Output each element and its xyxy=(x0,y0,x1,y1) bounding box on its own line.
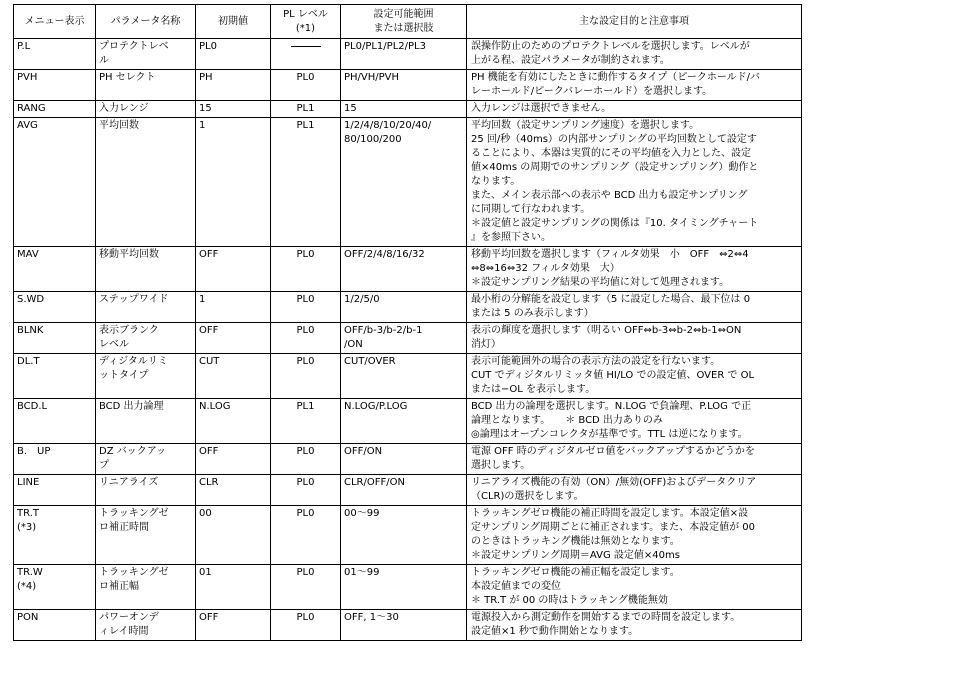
cell-line: トラッキングゼ xyxy=(99,508,169,519)
header-range-label: 設定可能範囲 xyxy=(373,8,434,20)
menu-cell xyxy=(14,292,96,323)
initial-value-cell: CUT xyxy=(196,354,271,399)
table-row xyxy=(14,565,802,610)
cell-line: P.L xyxy=(17,41,31,52)
cell-line: 01〜99 xyxy=(344,567,380,578)
range-cell xyxy=(341,70,467,101)
header-pl-level xyxy=(271,5,341,39)
pl-level-cell: PL0 xyxy=(271,610,341,641)
cell-line: なります。 xyxy=(471,176,521,187)
range-cell xyxy=(341,565,467,610)
param-name-cell xyxy=(96,39,196,70)
cell-line: /ON xyxy=(344,339,363,350)
table-row xyxy=(14,399,802,444)
range-cell xyxy=(341,39,467,70)
table-row xyxy=(14,475,802,506)
pl-level-cell: PL0 xyxy=(271,565,341,610)
header-menu: メニュー表示 xyxy=(14,5,96,39)
pl-level-cell: PL0 xyxy=(271,70,341,101)
menu-cell xyxy=(14,247,96,292)
table-row xyxy=(14,70,802,101)
cell-line: 最小桁の分解能を設定します（5 に設定した場合、最下位は 0 xyxy=(471,294,751,305)
cell-line: また、メイン表示部への表示や BCD 出力も設定サンプリング xyxy=(471,190,748,201)
cell-line: 移動平均回数 xyxy=(99,249,159,260)
header-range-sub: または選択肢 xyxy=(373,22,434,34)
purpose-cell xyxy=(467,565,802,610)
cell-line: ィレイ時間 xyxy=(99,626,149,637)
range-cell xyxy=(341,475,467,506)
range-cell xyxy=(341,101,467,118)
cell-line: 論理となります。 ＊ BCD 出力ありのみ xyxy=(471,415,663,426)
cell-line: リニアライズ xyxy=(99,477,159,488)
cell-line: CLR/OFF/ON xyxy=(344,477,405,488)
cell-line: 1/2/4/8/10/20/40/ xyxy=(344,120,432,131)
cell-line: 入力レンジ xyxy=(99,103,149,114)
range-cell xyxy=(341,118,467,247)
cell-line: ることにより、本器は実質的にその平均値を入力とした、設定 xyxy=(471,148,751,159)
range-cell xyxy=(341,506,467,565)
cell-line: 誤操作防止のためのプロテクトレベルを選択します。レベルが xyxy=(471,41,750,52)
cell-line: または−OL を表示します。 xyxy=(471,384,596,395)
cell-line: のときはトラッキング機能は無効となります。 xyxy=(471,536,680,547)
purpose-cell xyxy=(467,444,802,475)
pl-level-cell: PL0 xyxy=(271,506,341,565)
menu-cell xyxy=(14,610,96,641)
header-range xyxy=(341,5,467,39)
initial-value-cell: 1 xyxy=(196,118,271,247)
range-cell xyxy=(341,292,467,323)
cell-line: （CLR)の選択をします。 xyxy=(471,491,584,502)
param-name-cell xyxy=(96,101,196,118)
cell-line: 上がる程、設定パラメータが制約されます。 xyxy=(471,55,670,66)
menu-cell xyxy=(14,444,96,475)
param-name-cell xyxy=(96,354,196,399)
cell-line: OFF/ON xyxy=(344,446,383,457)
table-row xyxy=(14,118,802,247)
purpose-cell xyxy=(467,292,802,323)
pl-level-cell: PL0 xyxy=(271,444,341,475)
cell-line: 設定値×1 秒で動作開始となります。 xyxy=(471,626,639,637)
pl-level-cell: PL1 xyxy=(271,118,341,247)
initial-value-cell: CLR xyxy=(196,475,271,506)
cell-line: CUT でディジタルリミッタ値 HI/LO での設定値、OVER で OL xyxy=(471,370,755,381)
table-row xyxy=(14,323,802,354)
header-param: パラメータ名称 xyxy=(96,5,196,39)
cell-line: プ xyxy=(99,460,109,471)
cell-line: MAV xyxy=(17,249,39,260)
cell-line: 表示可能範囲外の場合の表示方法の設定を行ないます。 xyxy=(471,356,721,367)
cell-line: (*3) xyxy=(17,522,37,533)
param-name-cell xyxy=(96,292,196,323)
menu-cell xyxy=(14,101,96,118)
cell-line: TR.W xyxy=(17,567,43,578)
cell-line: トラッキングゼ xyxy=(99,567,169,578)
purpose-cell xyxy=(467,475,802,506)
cell-line: ＊設定サンプリング結果の平均値に対して処理されます。 xyxy=(471,277,730,288)
cell-line: プロテクトレベ xyxy=(99,41,169,52)
cell-line: (*4) xyxy=(17,581,37,592)
pl-level-cell xyxy=(271,39,341,70)
cell-line: S.WD xyxy=(17,294,45,305)
pl-level-cell: PL0 xyxy=(271,323,341,354)
initial-value-cell: OFF xyxy=(196,444,271,475)
cell-line: ◎論理はオープンコレクタが基準です。TTL は逆になります。 xyxy=(471,429,748,440)
cell-line: 表示ブランク xyxy=(99,325,159,336)
cell-line: OFF, 1〜30 xyxy=(344,612,399,623)
cell-line: 00〜99 xyxy=(344,508,380,519)
param-name-cell xyxy=(96,70,196,101)
dash-line xyxy=(291,46,321,47)
header-initial: 初期値 xyxy=(196,5,271,39)
cell-line: AVG xyxy=(17,120,38,131)
param-name-cell xyxy=(96,323,196,354)
cell-line: BCD 出力の論理を選択します。N.LOG で負論理、P.LOG で正 xyxy=(471,401,752,412)
cell-line: BCD 出力論理 xyxy=(99,401,164,412)
cell-line: ＊ TR.T が 00 の時はトラッキング機能無効 xyxy=(471,595,668,606)
purpose-cell xyxy=(467,354,802,399)
header-pl-level-note: (*1) xyxy=(295,22,316,34)
pl-level-cell: PL1 xyxy=(271,399,341,444)
cell-line: PVH xyxy=(17,72,38,83)
cell-line: PH/VH/PVH xyxy=(344,72,400,83)
cell-line: OFF/2/4/8/16/32 xyxy=(344,249,425,260)
initial-value-cell: OFF xyxy=(196,247,271,292)
cell-line: 消灯） xyxy=(471,339,501,350)
param-name-cell xyxy=(96,506,196,565)
param-name-cell xyxy=(96,118,196,247)
cell-line: 』を参照下さい。 xyxy=(471,232,551,243)
table-row xyxy=(14,444,802,475)
initial-value-cell: PL0 xyxy=(196,39,271,70)
cell-line: 80/100/200 xyxy=(344,134,402,145)
cell-line: ロ補正幅 xyxy=(99,581,139,592)
cell-line: ットタイプ xyxy=(99,370,149,381)
pl-level-cell: PL0 xyxy=(271,354,341,399)
table-row xyxy=(14,506,802,565)
cell-line: ステップワイド xyxy=(99,294,169,305)
cell-line: BCD.L xyxy=(17,401,48,412)
param-name-cell xyxy=(96,565,196,610)
purpose-cell xyxy=(467,247,802,292)
menu-cell xyxy=(14,399,96,444)
menu-cell xyxy=(14,475,96,506)
cell-line: OFF/b-3/b-2/b-1 xyxy=(344,325,423,336)
param-name-cell xyxy=(96,475,196,506)
cell-line: ル xyxy=(99,55,109,66)
cell-line: 入力レンジは選択できません。 xyxy=(471,103,612,114)
cell-line: DZ バックアッ xyxy=(99,446,167,457)
header-pl-level-label: PL レベル xyxy=(283,8,328,20)
table-row xyxy=(14,292,802,323)
purpose-cell xyxy=(467,70,802,101)
cell-line: ロ補正時間 xyxy=(99,522,149,533)
cell-line: 移動平均回数を選択します（フィルタ効果 小 OFF ⇔2⇔4 xyxy=(471,249,749,260)
cell-line: トラッキングゼロ機能の補正時間を設定します。本設定値×設 xyxy=(471,508,749,519)
menu-cell xyxy=(14,118,96,247)
initial-value-cell: 15 xyxy=(196,101,271,118)
cell-line: 電源投入から測定動作を開始するまでの時間を設定します。 xyxy=(471,612,741,623)
purpose-cell xyxy=(467,118,802,247)
pl-level-cell: PL1 xyxy=(271,101,341,118)
initial-value-cell: 01 xyxy=(196,565,271,610)
menu-cell xyxy=(14,323,96,354)
range-cell xyxy=(341,247,467,292)
cell-line: 定サンプリング周期ごとに補正されます。また、本設定値が 00 xyxy=(471,522,756,533)
purpose-cell xyxy=(467,506,802,565)
range-cell xyxy=(341,399,467,444)
purpose-cell xyxy=(467,323,802,354)
pl-level-cell: PL0 xyxy=(271,247,341,292)
cell-line: N.LOG/P.LOG xyxy=(344,401,408,412)
cell-line: に同期して行なわれます。 xyxy=(471,204,591,215)
cell-line: 本設定値までの変位 xyxy=(471,581,561,592)
cell-line: ⇔8⇔16⇔32 フィルタ効果 大） xyxy=(471,263,620,274)
cell-line: BLNK xyxy=(17,325,44,336)
cell-line: PL0/PL1/PL2/PL3 xyxy=(344,41,426,52)
purpose-cell xyxy=(467,101,802,118)
pl-level-cell: PL0 xyxy=(271,292,341,323)
cell-line: RANG xyxy=(17,103,46,114)
cell-line: 選択します。 xyxy=(471,460,531,471)
cell-line: B. UP xyxy=(17,446,51,457)
cell-line: パワーオンデ xyxy=(99,612,159,623)
cell-line: 1/2/5/0 xyxy=(344,294,380,305)
table-row xyxy=(14,610,802,641)
menu-cell xyxy=(14,70,96,101)
table-row xyxy=(14,354,802,399)
cell-line: PON xyxy=(17,612,39,623)
cell-line: TR.T xyxy=(17,508,39,519)
cell-line: ＊設定サンプリング周期＝AVG 設定値×40ms xyxy=(471,550,680,561)
cell-line: 電源 OFF 時のディジタルゼロ値をバックアップするかどうかを xyxy=(471,446,755,457)
cell-line: PH 機能を有効にしたときに動作するタイプ（ピークホールド/バ xyxy=(471,72,760,83)
cell-line: PH セレクト xyxy=(99,72,156,83)
table-header-row xyxy=(14,5,802,39)
purpose-cell xyxy=(467,610,802,641)
cell-line: 平均回数 xyxy=(99,120,139,131)
cell-line: リニアライズ機能の有効（ON）/無効(OFF)およびデータクリア xyxy=(471,477,757,488)
range-cell xyxy=(341,444,467,475)
range-cell xyxy=(341,610,467,641)
cell-line: CUT/OVER xyxy=(344,356,396,367)
menu-cell xyxy=(14,565,96,610)
cell-line: 15 xyxy=(344,103,357,114)
table-row xyxy=(14,247,802,292)
menu-cell xyxy=(14,39,96,70)
table-row xyxy=(14,39,802,70)
cell-line: レベル xyxy=(99,339,129,350)
param-name-cell xyxy=(96,399,196,444)
initial-value-cell: 00 xyxy=(196,506,271,565)
initial-value-cell: 1 xyxy=(196,292,271,323)
initial-value-cell: OFF xyxy=(196,323,271,354)
param-name-cell xyxy=(96,610,196,641)
purpose-cell xyxy=(467,399,802,444)
initial-value-cell: PH xyxy=(196,70,271,101)
cell-line: 値×40ms の周期でのサンプリング（設定サンプリング）動作と xyxy=(471,162,759,173)
menu-cell xyxy=(14,506,96,565)
cell-line: または 5 のみ表示します） xyxy=(471,308,594,319)
menu-cell xyxy=(14,354,96,399)
param-name-cell xyxy=(96,247,196,292)
cell-line: トラッキングゼロ機能の補正幅を設定します。 xyxy=(471,567,680,578)
cell-line: 表示の輝度を選択します（明るい OFF⇔b-3⇔b-2⇔b-1⇔ON xyxy=(471,325,742,336)
initial-value-cell: OFF xyxy=(196,610,271,641)
table-row xyxy=(14,101,802,118)
parameter-table xyxy=(13,4,802,641)
cell-line: 25 回/秒（40ms）の内部サンプリングの平均回数として設定す xyxy=(471,134,757,145)
range-cell xyxy=(341,323,467,354)
cell-line: DL.T xyxy=(17,356,40,367)
initial-value-cell: N.LOG xyxy=(196,399,271,444)
cell-line: ＊設定値と設定サンプリングの関係は『10. タイミングチャート xyxy=(471,218,759,229)
range-cell xyxy=(341,354,467,399)
pl-level-cell: PL0 xyxy=(271,475,341,506)
param-name-cell xyxy=(96,444,196,475)
cell-line: ディジタルリミ xyxy=(99,356,168,367)
cell-line: 平均回数（設定サンプリング速度）を選択します。 xyxy=(471,120,700,131)
purpose-cell xyxy=(467,39,802,70)
cell-line: LINE xyxy=(17,477,40,488)
header-purpose: 主な設定目的と注意事項 xyxy=(467,5,802,39)
cell-line: レーホールド/ピークバレーホールド）を選択します。 xyxy=(471,86,713,97)
